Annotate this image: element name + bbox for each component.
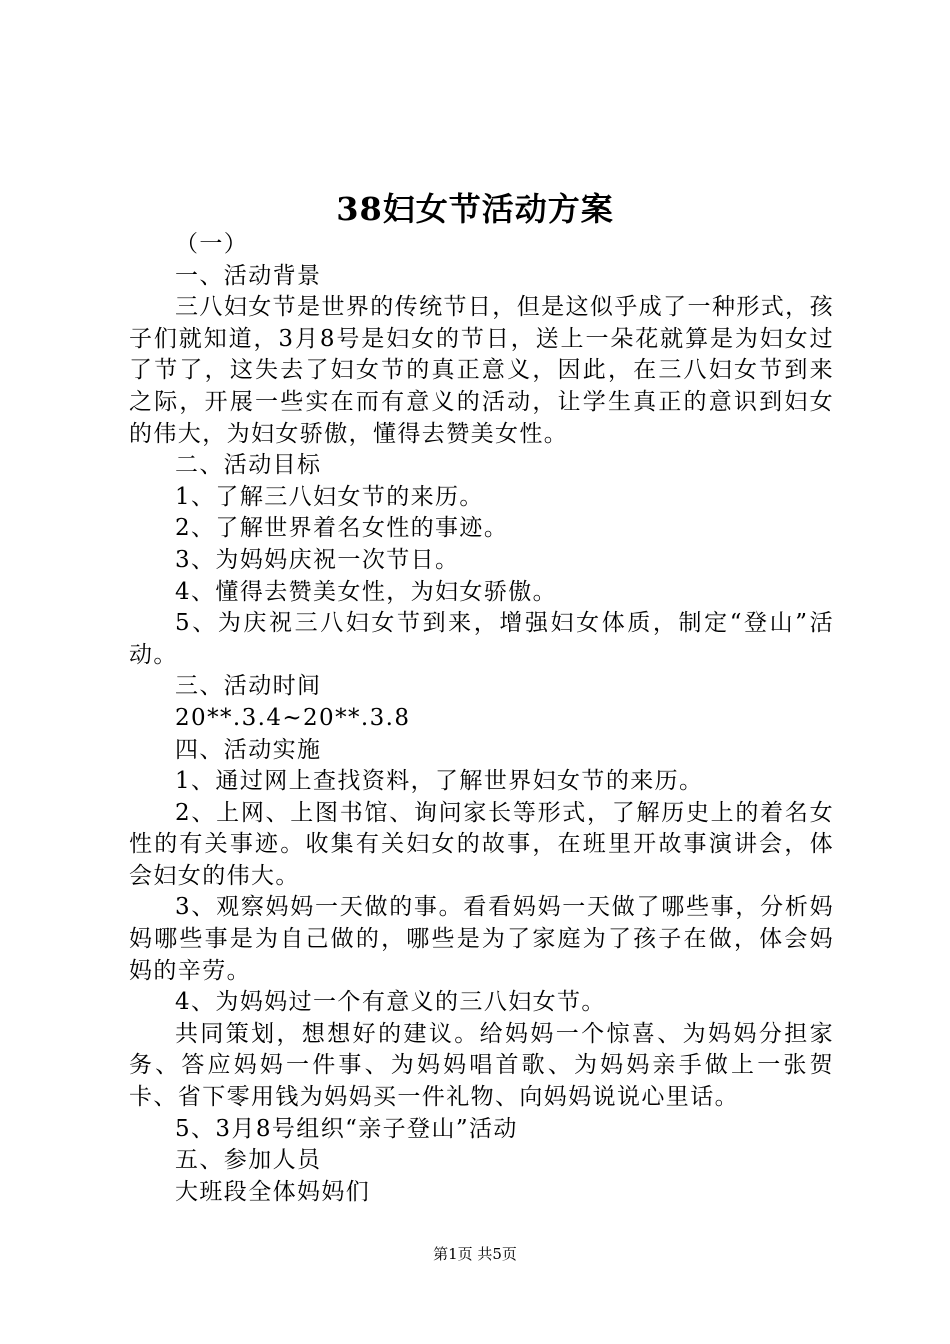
paragraph-background: 三八妇女节是世界的传统节日，但是这似乎成了一种形式，孩子们就知道，3月8号是妇女的节日，送上一朵花就算是为妇女过了节了，这失去了妇女节的真正意义，因此，在三八妇女节到来之际，开展一些实在而有意义的活动，让学生真正的意识到妇女的伟大，为妇女骄傲，懂得去赞美女性。 [129,294,834,447]
document-body [129,229,834,1208]
goal-item-1: 1、了解三八妇女节的来历。 [175,483,484,510]
heading-participants: 五、参加人员 [175,1147,322,1174]
section-marker: （一） [175,231,249,257]
page-footer: 第1页 共5页 [433,1245,517,1263]
implementation-item-1: 1、通过网上查找资料，了解世界妇女节的来历。 [175,768,704,795]
implementation-item-3: 3、观察妈妈一天做的事。看看妈妈一天做了哪些事，分析妈妈哪些事是为自己做的，哪些是为了家庭为了孩子在做，体会妈妈的辛劳。 [129,894,834,984]
document-title: 38妇女节活动方案 [336,190,614,228]
implementation-detail: 共同策划，想想好的建议。给妈妈一个惊喜、为妈妈分担家务、答应妈妈一件事、为妈妈唱首歌、为妈妈亲手做上一张贺卡、省下零用钱为妈妈买一件礼物、向妈妈说说心里话。 [129,1020,834,1111]
activity-time: 20**.3.4~20**.3.8 [175,704,411,731]
implementation-item-4: 4、为妈妈过一个有意义的三八妇女节。 [175,989,606,1016]
implementation-item-5: 5、3月8号组织“亲子登山”活动 [175,1115,518,1142]
goal-item-2: 2、了解世界着名女性的事迹。 [175,515,509,542]
goal-item-4: 4、懂得去赞美女性，为妇女骄傲。 [175,578,558,605]
goal-item-3: 3、为妈妈庆祝一次节日。 [175,546,460,573]
heading-background: 一、活动背景 [175,262,322,289]
implementation-item-2: 2、上网、上图书馆、询问家长等形式，了解历史上的着名女性的有关事迹。收集有关妇女的故事，在班里开故事演讲会，体会妇女的伟大。 [129,799,834,889]
heading-implementation: 四、活动实施 [175,736,322,763]
participants: 大班段全体妈妈们 [175,1178,371,1205]
heading-goals: 二、活动目标 [175,452,322,479]
heading-time: 三、活动时间 [175,673,322,700]
goal-item-5: 5、为庆祝三八妇女节到来，增强妇女体质，制定“登山”活动。 [129,610,834,668]
